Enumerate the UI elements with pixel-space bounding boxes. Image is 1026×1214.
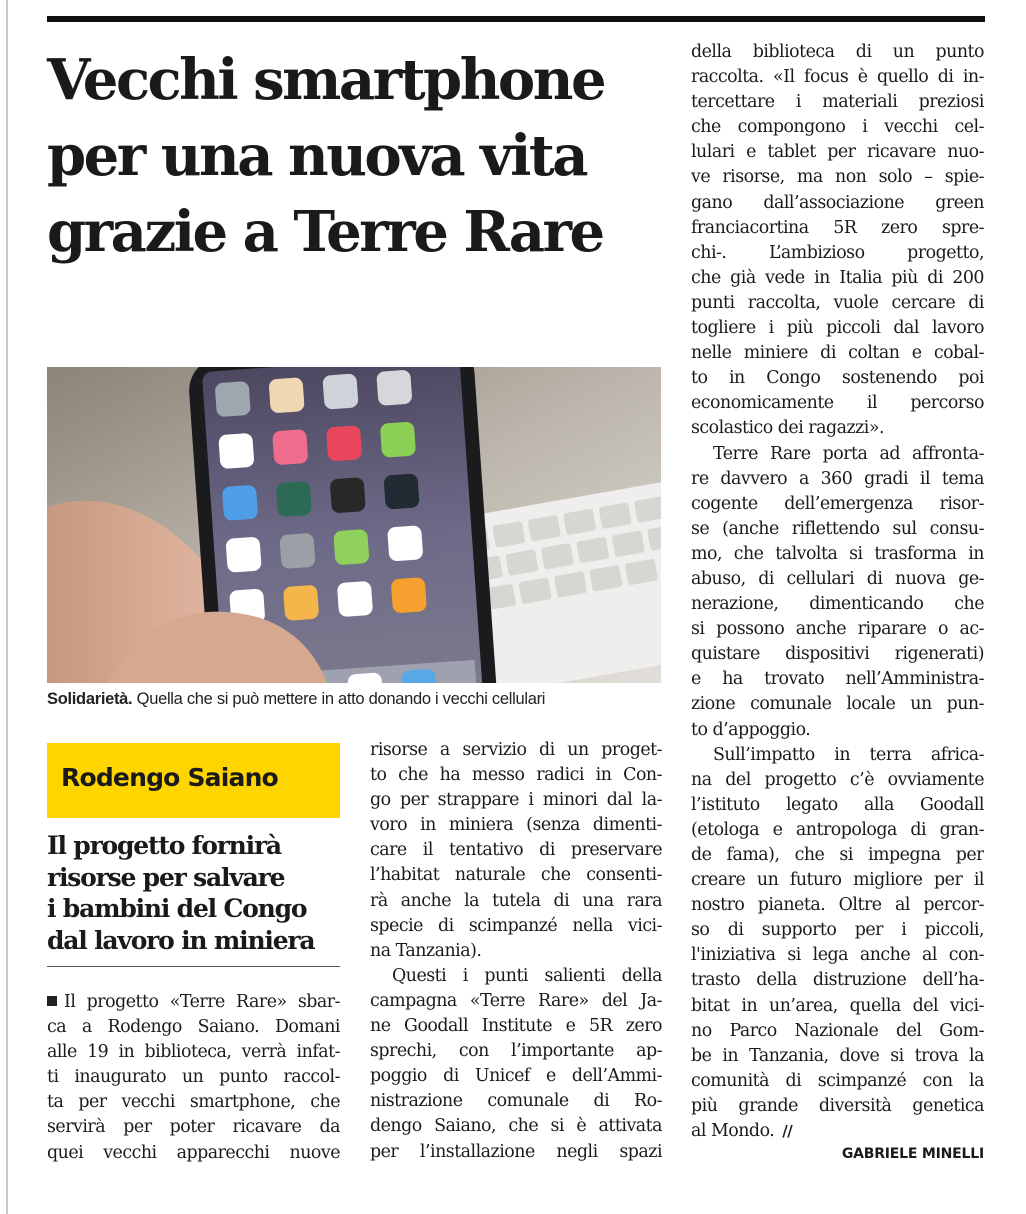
column-line: Il progetto «Terre Rare» sbar- — [47, 990, 340, 1015]
column-line: l’habitat naturale che consenti- — [370, 865, 662, 886]
top-rule — [47, 16, 985, 22]
column-line: che compongono i vecchi cel- — [691, 117, 984, 138]
subhead-line-1: Il progetto fornirà — [47, 831, 281, 860]
text-column-1 — [47, 990, 340, 1166]
column-line: abuso, di cellulari di nuova ge- — [691, 568, 984, 589]
column-line: nelle miniere di coltan e cobal- — [691, 343, 984, 364]
subhead-rule — [47, 966, 340, 967]
column-line: poggio di Unicef e dell’Ammi- — [370, 1066, 662, 1087]
column-line: ne Goodall Institute e 5R zero — [370, 1016, 662, 1037]
headline-line-2: per una nuova vita — [47, 123, 587, 189]
column-line: na del progetto c’è ovviamente — [691, 769, 984, 790]
column-line: chi-. L’ambizioso progetto, — [691, 242, 984, 263]
column-line: lulari e tablet per ricavare nuo- — [691, 142, 984, 163]
column-line: tercettare i materiali preziosi — [691, 92, 984, 113]
column-line: creare un futuro migliore per il — [691, 870, 984, 891]
column-line: franciacortina 5R zero spre- — [691, 217, 984, 238]
column-line: l’istituto legato alla Goodall — [691, 794, 984, 815]
column-line: e ha trovato nell’Amministra- — [691, 669, 984, 690]
article-photo — [47, 367, 661, 683]
column-line: zione comunale locale un pun- — [691, 694, 984, 715]
column-line: scolastico dei ragazzi». — [691, 418, 885, 439]
column-line: bitat in un’area, quella del vici- — [691, 995, 984, 1016]
column-line: cogente dell’emergenza risor- — [691, 493, 984, 514]
kicker-box — [47, 743, 340, 818]
column-line: (etologa e antropologa di gran- — [691, 819, 984, 840]
column-line: nostro pianeta. Oltre al percor- — [691, 895, 984, 916]
column-line: quei vecchi apparecchi nuove — [47, 1142, 340, 1163]
column-line: nistrazione comunale di Ro- — [370, 1091, 662, 1112]
column-line: to d’appoggio. — [691, 719, 811, 740]
column-line: dengo Saiano, che si è attivata — [370, 1116, 662, 1137]
column-line: rà anche la tutela di una rara — [370, 890, 662, 911]
byline: GABRIELE MINELLI — [841, 1146, 984, 1162]
subhead-line-4: dal lavoro in miniera — [47, 925, 315, 955]
column-line: to che ha messo radici in Con- — [370, 765, 662, 786]
column-line: campagna «Terre Rare» del Ja- — [370, 990, 662, 1011]
column-line: si possono anche riparare o ac- — [691, 619, 984, 640]
end-mark: // — [782, 1122, 793, 1141]
subhead-line-3: i bambini del Congo — [47, 894, 307, 923]
column-line: raccolta. «Il focus è quello di in- — [691, 67, 984, 88]
column-line: punti raccolta, vuole cercare di — [691, 292, 984, 313]
text-column-2 — [370, 738, 662, 1165]
column-line: care il tentativo di preservare — [370, 840, 662, 861]
column-line: risorse a servizio di un proget- — [370, 740, 662, 760]
column-line: no Parco Nazionale del Gom- — [691, 1020, 984, 1041]
column-line: più grande diversità genetica — [691, 1095, 984, 1116]
column-line: de fama), che si impegna per — [691, 845, 984, 865]
text-column-3 — [691, 40, 984, 1144]
column-line: be in Tanzania, dove si trova la — [691, 1045, 984, 1066]
photo-caption — [47, 690, 667, 709]
column-line: servirà per poter ricavare da — [47, 1117, 340, 1138]
caption-lead: Solidarietà. — [47, 690, 133, 708]
column-line: go per strappare i minori dal la- — [370, 790, 662, 811]
caption-text: Quella che si può mettere in atto donando i vecchi cellulari — [136, 690, 546, 708]
column-line: ve risorse, ma non solo – spie- — [691, 167, 984, 188]
column-line: ta per vecchi smartphone, che — [47, 1092, 340, 1113]
column-line: che già vede in Italia più di 200 — [691, 267, 984, 288]
subhead-line-2: risorse per salvare — [47, 862, 285, 892]
bullet-icon — [47, 996, 57, 1006]
column-line: specie di scimpanzé nella vici- — [370, 915, 662, 936]
column-line: Sull’impatto in terra africa- — [713, 744, 984, 765]
column-line: voro in miniera (senza dimenti- — [370, 815, 662, 836]
column-line: comunità di scimpanzé con la — [691, 1070, 984, 1091]
headline — [47, 42, 667, 270]
column-line: re davvero a 360 gradi il tema — [691, 468, 984, 489]
kicker-location: Rodengo Saiano — [61, 763, 278, 792]
column-line: per l’installazione negli spazi — [370, 1141, 662, 1162]
column-line: Terre Rare porta ad affronta- — [713, 443, 984, 464]
column-line: ti inaugurato un punto raccol- — [47, 1067, 340, 1088]
subheadline — [47, 830, 342, 956]
column-line: se (anche riflettendo sul consu- — [691, 518, 984, 539]
column-line-last: al Mondo. // — [691, 1121, 793, 1142]
headline-line-1: Vecchi smartphone — [47, 47, 605, 113]
column-line: to in Congo sostenendo poi — [691, 368, 984, 389]
column-line: gano dall’associazione green — [691, 192, 984, 213]
column-line: na Tanzania). — [370, 940, 482, 961]
column-line: nerazione, dimenticando che — [691, 594, 984, 615]
column-line: so di supporto per i piccoli, — [691, 920, 984, 941]
column-line: togliere i più piccoli dal lavoro — [691, 318, 984, 339]
column-line: economicamente il percorso — [691, 393, 984, 414]
column-line: l'iniziativa si lega anche al con- — [691, 945, 984, 966]
column-line: Questi i punti salienti della — [392, 965, 662, 986]
page-edge-rule — [6, 0, 8, 1214]
column-line: sprechi, con l’importante ap- — [370, 1041, 662, 1062]
column-line: trasto della distruzione dell’ha- — [691, 970, 984, 991]
headline-line-3: grazie a Terre Rare — [47, 199, 603, 265]
column-line: quistare dispositivi rigenerati) — [691, 644, 984, 665]
column-line: alle 19 in biblioteca, verrà infat- — [47, 1042, 340, 1063]
column-line: della biblioteca di un punto — [691, 42, 984, 62]
column-line: mo, che talvolta si trasforma in — [691, 543, 984, 564]
column-line: ca a Rodengo Saiano. Domani — [47, 1017, 340, 1038]
